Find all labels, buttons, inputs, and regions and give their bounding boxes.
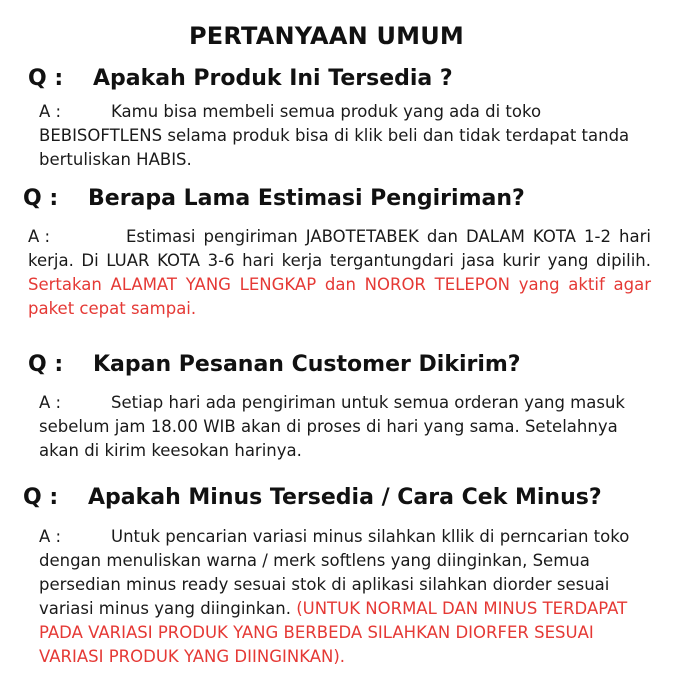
question-label: Q : [28, 66, 64, 91]
question-label: Q : [23, 485, 59, 510]
answer-label: A : [28, 227, 51, 246]
answer-highlight: Sertakan ALAMAT YANG LENGKAP dan NOROR TELEPON yang aktif agar paket cepat sampai. [28, 275, 651, 318]
answer-block [39, 525, 644, 669]
answer-text: Setiap hari ada pengiriman untuk semua orderan yang masuk sebelum jam 18.00 WIB akan di proses di hari yang sama. Setelahnya akan di kirim keesokan harinya. [39, 393, 625, 460]
answer-text: Estimasi pengiriman JABOTETABEK dan DALAM KOTA 1-2 hari kerja. Di LUAR KOTA 3-6 hari kerja tergantungdari jasa kurir yang dipilih. [28, 227, 651, 270]
answer-block [28, 225, 651, 321]
answer-text: Kamu bisa membeli semua produk yang ada di toko BEBISOFTLENS selama produk bisa di klik beli dan tidak terdapat tanda bertuliskan HABIS. [39, 102, 630, 169]
page-title: PERTANYAAN UMUM [189, 22, 464, 50]
question-label: Q : [23, 186, 59, 211]
question-label: Q : [28, 352, 64, 377]
answer-block [39, 391, 654, 463]
question-text: Berapa Lama Estimasi Pengiriman? [88, 186, 525, 211]
question-text: Kapan Pesanan Customer Dikirim? [93, 352, 521, 377]
question-text: Apakah Produk Ini Tersedia ? [93, 66, 453, 91]
answer-label: A : [39, 527, 62, 546]
answer-highlight: (UNTUK NORMAL DAN MINUS TERDAPAT PADA VARIASI PRODUK YANG BERBEDA SILAHKAN DIORFER SESUAI VARIASI PRODUK YANG DIINGINKAN). [39, 599, 628, 666]
answer-label: A : [39, 393, 62, 412]
answer-block [39, 100, 639, 172]
answer-label: A : [39, 102, 62, 121]
answer-text: Untuk pencarian variasi minus silahkan kllik di perncarian toko dengan menuliskan warna / merk softlens yang diinginkan, Semua persedian minus ready sesuai stok di aplikasi silahkan diorder sesuai variasi minus yang diinginkan. [39, 527, 630, 618]
question-text: Apakah Minus Tersedia / Cara Cek Minus? [88, 485, 602, 510]
